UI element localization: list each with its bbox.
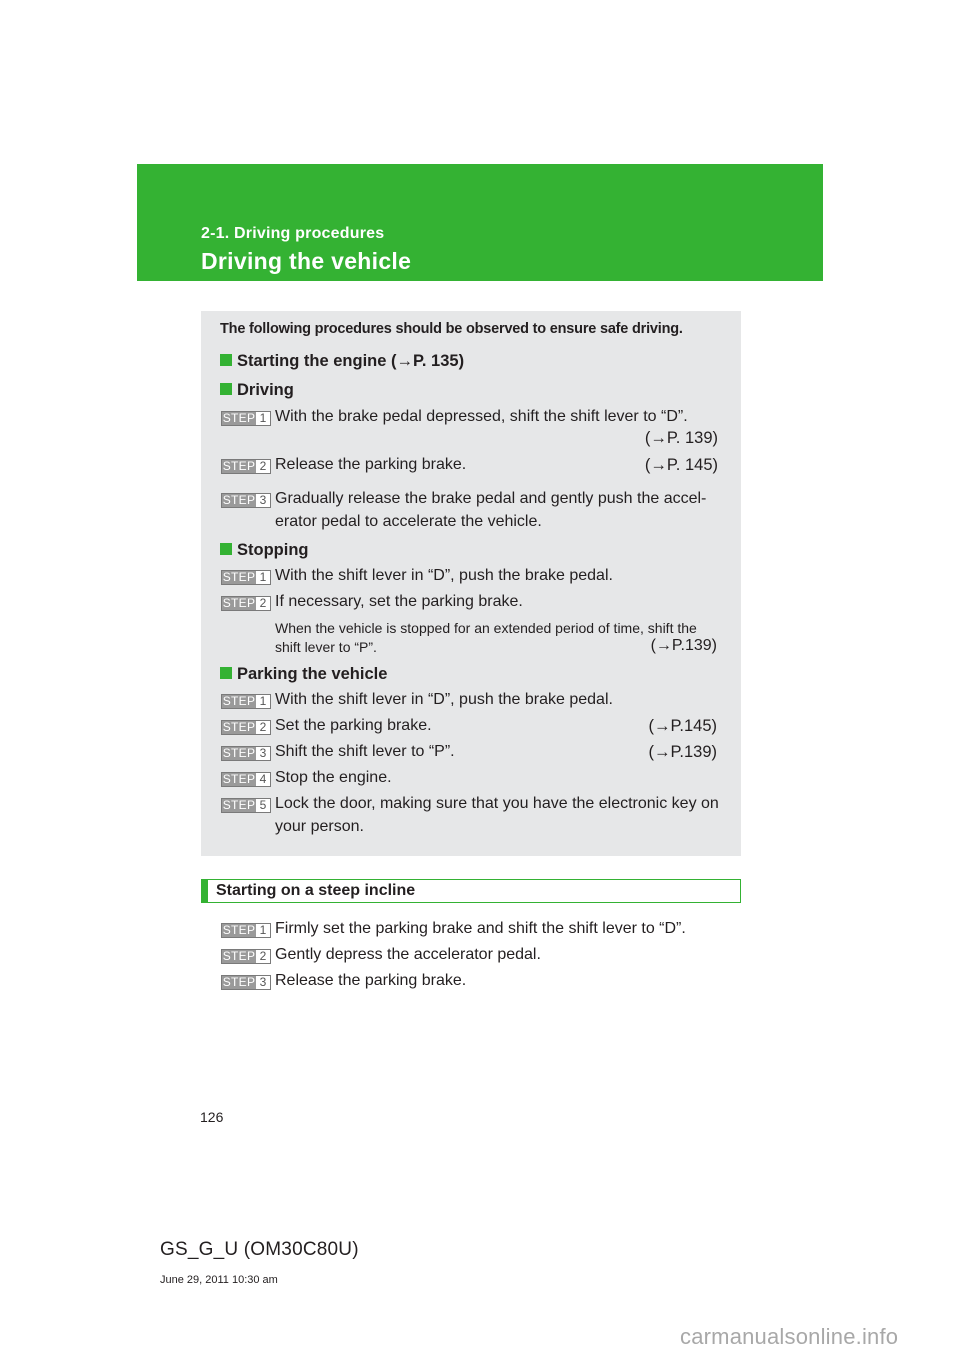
subsection-bar [201,879,741,903]
step-word: STEP [222,746,256,760]
subsection-title: Starting on a steep incline [216,882,416,899]
page-title: Driving the vehicle [201,248,412,274]
square-bullet-icon [220,667,232,679]
page-reference: (→P. 145) [644,456,718,474]
page-reference: (→P.139) [650,637,717,654]
step-tag [221,596,271,611]
step-number: 3 [256,747,270,760]
step-word: STEP [222,798,256,812]
step-tag [221,459,271,474]
square-bullet-icon [220,354,232,366]
step-text: Shift the shift lever to “P”. [275,743,455,760]
step-word: STEP [222,596,256,610]
page-reference: (→P.139) [648,743,717,761]
page-reference: (→P. 139) [644,429,718,447]
step-number: 1 [256,695,270,708]
step-tag [221,772,271,787]
step-text: Lock the door, making sure that you have the electronic key on [275,795,719,812]
subheading-text: Starting the engine (→P. 135) [237,352,465,370]
step-text: Gradually release the brake pedal and gently push the accel- [275,490,707,507]
step-tag [221,570,271,585]
step-number: 4 [256,773,270,786]
panel-intro: The following procedures should be observed to ensure safe driving. [220,321,683,337]
step-tag [221,949,271,964]
page-reference: (→P.145) [648,717,717,735]
subheading-text: Driving [237,381,294,399]
document-date: June 29, 2011 10:30 am [160,1274,278,1286]
step-word: STEP [222,949,256,963]
step-word: STEP [222,459,256,473]
step-word: STEP [222,975,256,989]
step-number: 2 [256,721,270,734]
step-tag [221,746,271,761]
square-bullet-icon [220,543,232,555]
step-word: STEP [222,923,256,937]
step-number: 1 [256,924,270,937]
subheading-parking [220,665,760,684]
subheading-driving [220,381,760,400]
step-text: If necessary, set the parking brake. [275,593,523,610]
step-number: 3 [256,976,270,989]
step-text-continued: your person. [275,818,364,835]
subheading-stopping [220,541,760,560]
step-text: Stop the engine. [275,769,392,786]
step-number: 5 [256,799,270,812]
section-label: 2-1. Driving procedures [201,225,385,242]
step-word: STEP [222,493,256,507]
step-word: STEP [222,720,256,734]
procedure-panel [201,311,741,856]
watermark: carmanualsonline.info [680,1324,899,1349]
step-text: With the shift lever in “D”, push the brake pedal. [275,691,613,708]
step-text: Firmly set the parking brake and shift the shift lever to “D”. [275,920,686,937]
note-line: shift lever to “P”. [275,639,377,655]
step-number: 1 [256,571,270,584]
step-tag [221,975,271,990]
step-number: 3 [256,494,270,507]
step-text: Release the parking brake. [275,972,467,989]
step-text: With the shift lever in “D”, push the brake pedal. [275,567,613,584]
subheading-text: Parking the vehicle [237,665,388,683]
step-text: Set the parking brake. [275,717,432,734]
step-text-continued: erator pedal to accelerate the vehicle. [275,513,542,530]
square-bullet-icon [220,383,232,395]
step-number: 2 [256,597,270,610]
subheading-starting [220,352,760,371]
step-number: 2 [256,460,270,473]
step-word: STEP [222,772,256,786]
step-number: 1 [256,412,270,425]
step-tag [221,798,271,813]
step-text: Release the parking brake. [275,456,467,473]
step-tag [221,923,271,938]
page-number: 126 [200,1109,224,1125]
step-word: STEP [222,570,256,584]
note-line: When the vehicle is stopped for an extended period of time, shift the [275,620,697,636]
step-text: With the brake pedal depressed, shift the shift lever to “D”. [275,408,688,425]
subheading-text: Stopping [237,541,309,559]
step-word: STEP [222,411,256,425]
step-tag [221,694,271,709]
step-text: Gently depress the accelerator pedal. [275,946,541,963]
step-tag [221,720,271,735]
step-tag [221,411,271,426]
document-code: GS_G_U (OM30C80U) [160,1239,359,1260]
step-word: STEP [222,694,256,708]
step-number: 2 [256,950,270,963]
step-tag [221,493,271,508]
